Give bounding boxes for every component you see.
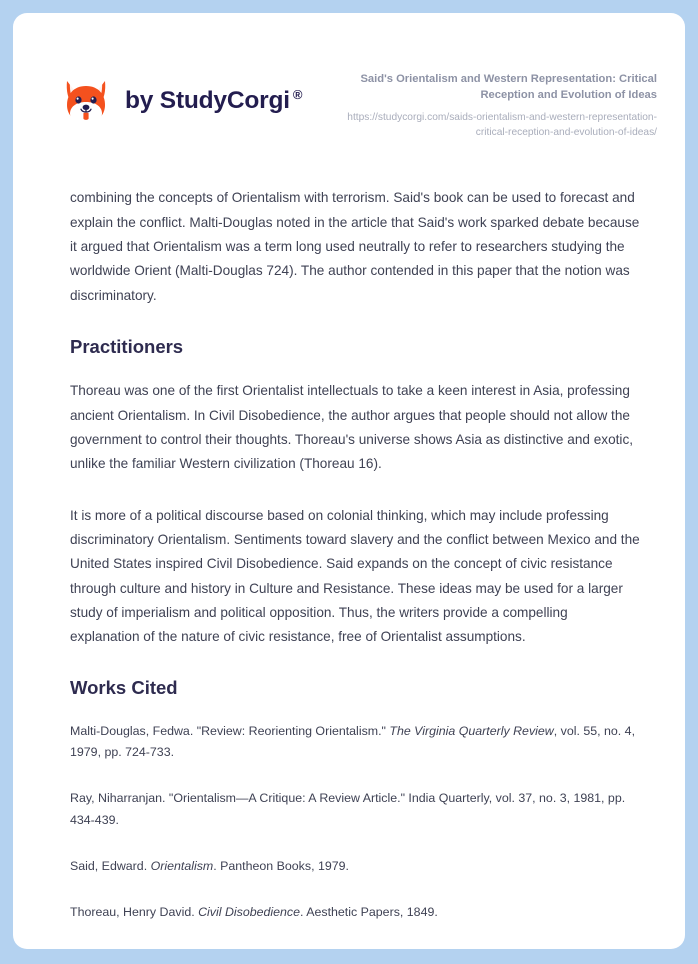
citation-text-before: Malti-Douglas, Fedwa. "Review: Reorienting Orientalism." <box>70 723 390 738</box>
citation-text-before: Thoreau, Henry David. <box>70 904 199 919</box>
section-heading-practitioners: Practitioners <box>70 336 184 358</box>
citation-title-italic: Orientalism <box>150 858 214 873</box>
citation-entry <box>70 856 640 878</box>
section-paragraph: It is more of a political discourse based on colonial thinking, which may include professing discriminatory Orientalism. Sentiments toward slavery and the conflict between Mexico and the United States inspired Civil Disobedience. Said expands on the concept of civic resistance through culture and history in Culture and Resistance. These ideas may be used for a larger study of imperialism and political opposition. Thus, the writers provide a compelling explanation of the nature of civic resistance, free of Orientalist assumptions. <box>70 507 640 645</box>
brand-wordmark-text: by StudyCorgi <box>125 87 290 115</box>
brand-logo-block <box>60 63 302 127</box>
citation-title-italic: The Virginia Quarterly Review <box>389 723 554 738</box>
citation-text-after: , vol. 55, no. 4, 1979, pp. 724-733. <box>70 723 636 760</box>
citation-text-before: Ray, Niharranjan. "Orientalism—A Critique: A Review Article." India Quarterly, vol. 37, no. 3, 1981, pp. 434-439. <box>70 791 626 828</box>
citation-entry <box>70 788 640 832</box>
citation-text-before: Said, Edward. <box>70 858 151 873</box>
section-heading-works-cited: Works Cited <box>70 677 178 699</box>
citation-entry <box>70 721 640 765</box>
citation-title-italic: Civil Disobedience <box>198 904 301 919</box>
works-cited-list <box>70 721 640 924</box>
brand-wordmark <box>125 88 302 114</box>
citation-entry <box>70 902 640 924</box>
document-body <box>13 186 685 923</box>
document-header <box>13 13 685 140</box>
registered-trademark-icon: ® <box>292 87 303 103</box>
corgi-head-icon <box>60 75 112 127</box>
page-title: Said's Orientalism and Western Representation: Critical Reception and Evolution of Ideas <box>360 73 657 102</box>
intro-paragraph: combining the concepts of Orientalism with terrorism. Said's book can be used to forecast and explain the conflict. Malti-Douglas noted in the article that Said's work sparked debate because it argued that Orientalism was a term long used neutrally to refer to researchers studying the worldwide Orient (Malti-Douglas 724). The author contended in this paper that the notion was discriminatory. <box>70 190 640 303</box>
section-paragraph: Thoreau was one of the first Orientalist intellectuals to take a keen interest in Asia, professing ancient Orientalism. In Civil Disobedience, the author argues that people should not allow the government to control their thoughts. Thoreau's universe shows Asia as distinctive and exotic, unlike the familiar Western civilization (Thoreau 16). <box>70 383 634 472</box>
document-page <box>13 13 685 949</box>
header-meta <box>317 63 657 140</box>
source-url: https://studycorgi.com/saids-orientalism-and-western-representation-critical-reception-and-evolution-of-ideas/ <box>347 112 657 138</box>
citation-text-after: . Pantheon Books, 1979. <box>213 858 349 873</box>
citation-text-after: . Aesthetic Papers, 1849. <box>300 904 438 919</box>
